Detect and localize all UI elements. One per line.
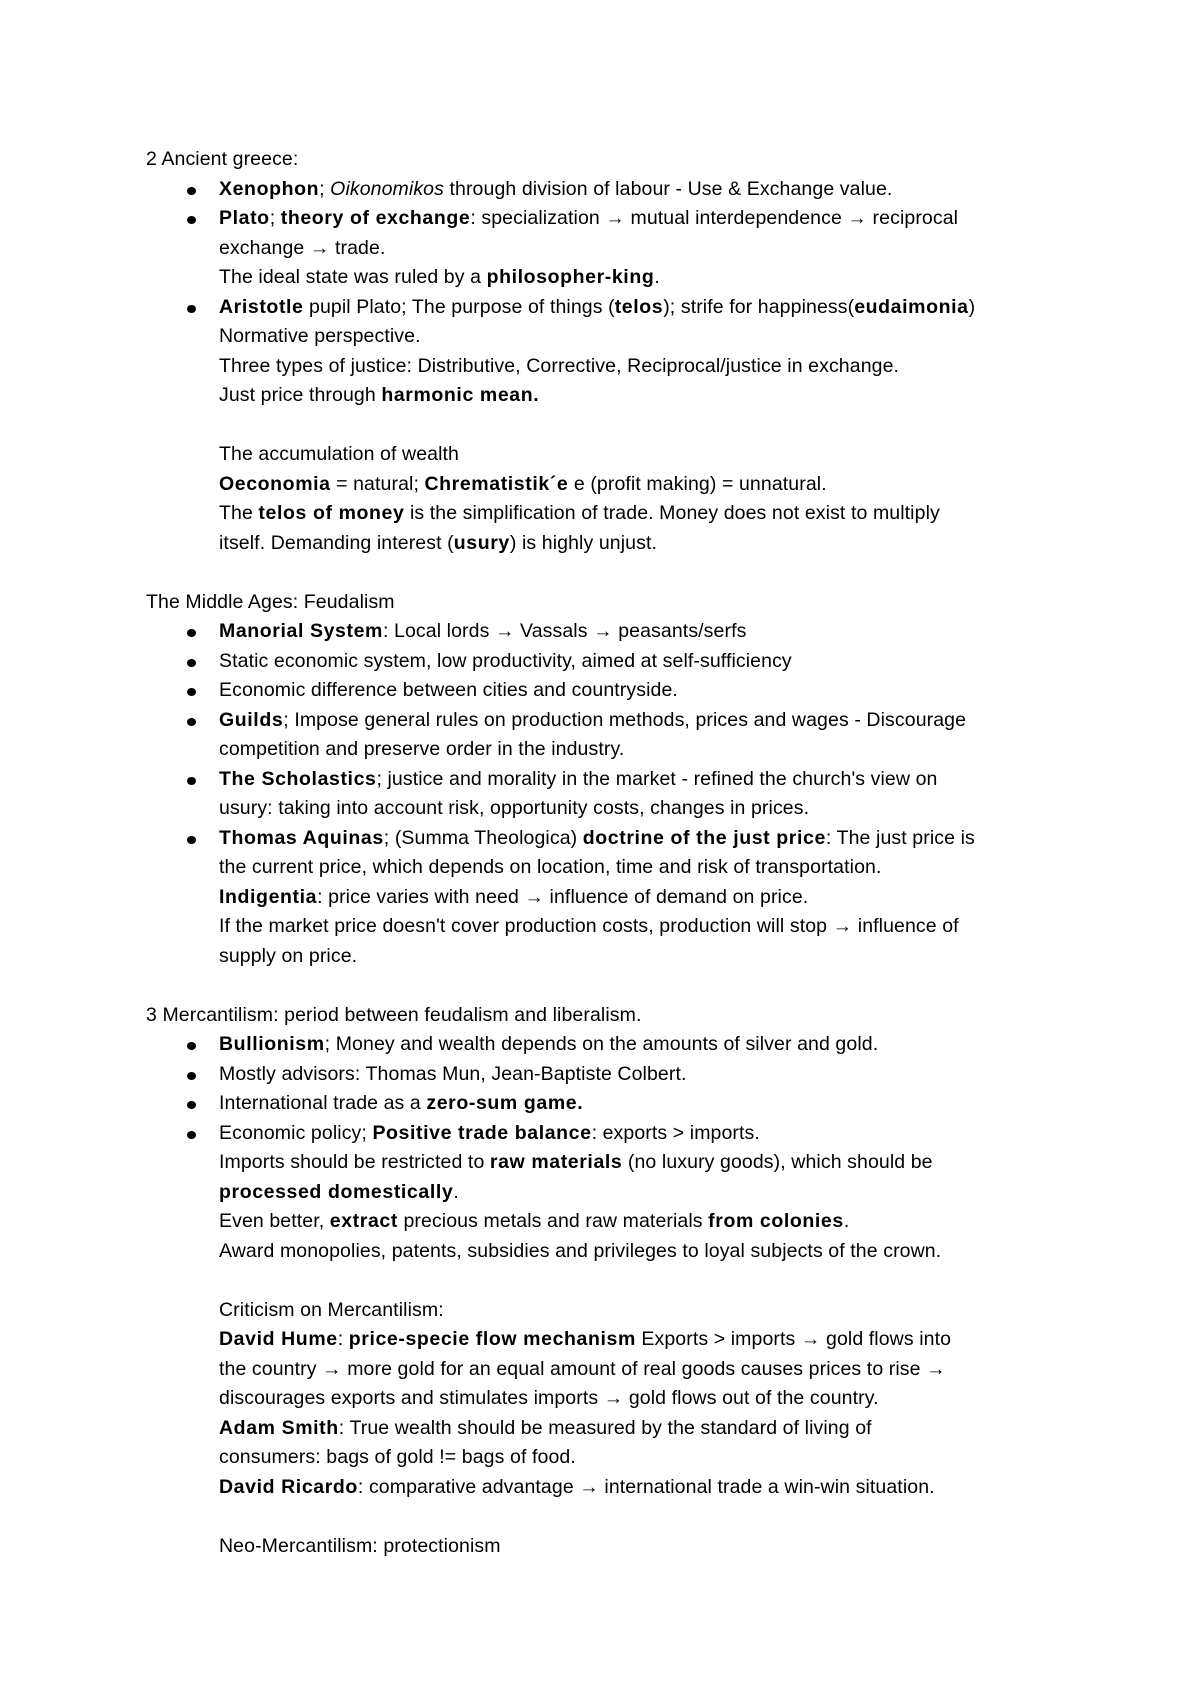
blank-line [219, 1266, 1086, 1296]
text-line [219, 1207, 1086, 1237]
text-run: consumers: bags of gold != bags of food. [219, 1446, 576, 1468]
bold-term: processed domestically [219, 1180, 454, 1203]
text-run: The [219, 502, 259, 524]
bold-term: extract [329, 1210, 398, 1232]
text-run: The accumulation of wealth [219, 443, 459, 465]
text-run: Neo-Mercantilism: protectionism [219, 1534, 501, 1557]
section-heading: 3 Mercantilism: period between feudalism and liberalism. [146, 1003, 642, 1026]
text-line [219, 1060, 1086, 1090]
bold-term: Guilds [219, 708, 284, 731]
text-line [219, 499, 1086, 529]
bold-term: usury [453, 531, 510, 554]
text-run: (no luxury goods), which should be [622, 1151, 933, 1173]
bold-term: eudaimonia [854, 295, 969, 318]
text-line [219, 794, 1086, 824]
text-line [219, 234, 1086, 264]
blank-line [219, 1502, 1086, 1532]
text-line [219, 853, 1086, 883]
text-line [219, 1296, 1086, 1326]
text-line [219, 1532, 1086, 1562]
text-line [219, 1473, 1086, 1503]
text-line [219, 706, 1086, 736]
text-run: ); strife for happiness( [663, 295, 855, 318]
bullet-item [146, 765, 1086, 824]
bullet-list [146, 175, 1086, 559]
text-line [219, 381, 1086, 411]
bold-term: Bullionism [219, 1033, 325, 1055]
text-run: Even better, [219, 1210, 330, 1232]
section-spacer [146, 971, 1086, 1001]
text-line [219, 765, 1086, 795]
text-line [219, 352, 1086, 382]
bold-term: harmonic mean. [381, 384, 540, 406]
bold-term: David Hume [219, 1328, 338, 1350]
bold-term: from colonies [708, 1210, 844, 1232]
text-line [219, 293, 1086, 323]
text-run: the country → more gold for an equal amount of real goods causes prices to rise → [219, 1357, 946, 1380]
text-run: = natural; [330, 472, 425, 495]
text-line [219, 1148, 1086, 1178]
bold-term: Adam Smith [219, 1416, 339, 1439]
text-line [219, 1384, 1086, 1414]
bullet-item [146, 676, 1086, 706]
bold-term: philosopher-king [486, 266, 655, 288]
bullet-item [146, 1119, 1086, 1562]
blank-line [219, 411, 1086, 441]
bold-term: Plato [219, 207, 270, 229]
bullet-item [146, 293, 1086, 559]
bullet-item [146, 617, 1086, 647]
text-run: Criticism on Mercantilism: [219, 1298, 444, 1321]
text-run: usury: taking into account risk, opportunity costs, changes in prices. [219, 797, 810, 819]
text-run: Award monopolies, patents, subsidies and privileges to loyal subjects of the crown. [219, 1239, 942, 1262]
text-line [219, 1119, 1086, 1149]
bold-term: The Scholastics [219, 767, 377, 790]
section-heading: The Middle Ages: Feudalism [146, 590, 395, 613]
text-line [219, 735, 1086, 765]
bold-term: Xenophon [219, 177, 320, 200]
text-run: : Local lords → Vassals → peasants/serfs [382, 620, 747, 642]
text-line [219, 676, 1086, 706]
text-line [219, 1089, 1086, 1119]
text-run: supply on price. [219, 944, 358, 967]
bold-term: Manorial System [219, 620, 383, 642]
text-line [219, 1237, 1086, 1267]
text-run: Normative perspective. [219, 325, 421, 347]
text-run: : exports > imports. [591, 1121, 760, 1144]
bold-term: zero-sum game. [426, 1092, 584, 1114]
text-run: Static economic system, low productivity, aimed at self-sufficiency [219, 649, 792, 672]
text-line [219, 204, 1086, 234]
text-run: Exports > imports → gold flows into [635, 1328, 952, 1350]
bullet-list [146, 617, 1086, 971]
document-body [146, 145, 1086, 1561]
bold-term: doctrine of the just price [582, 826, 826, 849]
text-line [219, 1325, 1086, 1355]
text-run: International trade as a [219, 1092, 427, 1114]
text-line [219, 647, 1086, 677]
text-run: If the market price doesn't cover production costs, production will stop → influence of [219, 915, 959, 937]
text-line [219, 912, 1086, 942]
text-line [219, 470, 1086, 500]
bold-term: telos of money [258, 502, 405, 524]
text-run: ; [319, 177, 331, 200]
bold-term: Indigentia [219, 885, 318, 908]
text-line [219, 1178, 1086, 1208]
text-run: : comparative advantage → international trade a win-win situation. [357, 1475, 935, 1498]
text-run: ; (Summa Theologica) [383, 826, 583, 849]
bullet-item [146, 175, 1086, 205]
bold-term: Chrematistik´e [424, 472, 569, 495]
text-run: The ideal state was ruled by a [219, 266, 487, 288]
bold-term: theory of exchange [280, 207, 471, 229]
bold-term: Positive trade balance [372, 1121, 592, 1144]
text-line [219, 175, 1086, 205]
bold-term: telos [614, 295, 664, 318]
text-run: ) [968, 295, 976, 318]
text-run: discourages exports and stimulates imports → gold flows out of the country. [219, 1387, 879, 1409]
text-line [219, 440, 1086, 470]
text-line [219, 617, 1086, 647]
text-run: . [654, 266, 660, 288]
bullet-item [146, 1089, 1086, 1119]
text-run: exchange → trade. [219, 236, 386, 259]
text-run: Economic policy; [219, 1121, 373, 1144]
text-line [219, 263, 1086, 293]
bullet-item [146, 1060, 1086, 1090]
section-spacer [146, 558, 1086, 588]
bold-term: raw materials [489, 1151, 623, 1173]
text-line [219, 942, 1086, 972]
text-line [219, 1443, 1086, 1473]
text-run: e (profit making) = unnatural. [568, 472, 827, 495]
text-run: precious metals and raw materials [397, 1210, 709, 1232]
text-run: : [337, 1328, 349, 1350]
text-run: . [453, 1180, 459, 1203]
text-run: competition and preserve order in the industry. [219, 738, 625, 760]
text-line [219, 824, 1086, 854]
text-line [219, 883, 1086, 913]
text-line [219, 1414, 1086, 1444]
bullet-item [146, 204, 1086, 293]
bullet-item [146, 824, 1086, 972]
text-line [219, 322, 1086, 352]
text-run: the current price, which depends on location, time and risk of transportation. [219, 856, 882, 878]
text-run: Just price through [219, 384, 382, 406]
text-run: ) is highly unjust. [509, 531, 657, 554]
text-run: Three types of justice: Distributive, Corrective, Reciprocal/justice in exchange. [219, 354, 900, 377]
text-run: : price varies with need → influence of demand on price. [317, 885, 809, 908]
text-line [219, 1355, 1086, 1385]
text-run: pupil Plato; The purpose of things ( [303, 295, 615, 318]
text-run: ; [269, 207, 281, 229]
text-run: is the simplification of trade. Money does not exist to multiply [404, 502, 940, 524]
text-run: : The just price is [825, 826, 975, 849]
text-run: ; justice and morality in the market - refined the church's view on [376, 767, 938, 790]
bullet-list [146, 1030, 1086, 1561]
text-run: ; Impose general rules on production methods, prices and wages - Discourage [283, 708, 967, 731]
bold-term: Aristotle [219, 295, 304, 318]
text-run: itself. Demanding interest ( [219, 531, 454, 554]
bullet-item [146, 1030, 1086, 1060]
text-run: Mostly advisors: Thomas Mun, Jean-Baptiste Colbert. [219, 1062, 687, 1085]
bullet-item [146, 647, 1086, 677]
bold-term: price-specie flow mechanism [348, 1328, 636, 1350]
italic-term: Oikonomikos [330, 177, 444, 200]
bullet-item [146, 706, 1086, 765]
text-line [219, 529, 1086, 559]
bold-term: Thomas Aquinas [219, 826, 384, 849]
text-line [219, 1030, 1086, 1060]
text-run: : True wealth should be measured by the standard of living of [338, 1416, 872, 1439]
bold-term: Oeconomia [219, 472, 331, 495]
text-run: : specialization → mutual interdependence → reciprocal [470, 207, 959, 229]
bold-term: David Ricardo [219, 1475, 358, 1498]
text-run: through division of labour - Use & Exchange value. [443, 177, 893, 200]
text-run: Economic difference between cities and countryside. [219, 679, 678, 701]
section-heading: 2 Ancient greece: [146, 148, 299, 170]
text-run: Imports should be restricted to [219, 1151, 490, 1173]
text-run: . [843, 1210, 850, 1232]
text-run: ; Money and wealth depends on the amounts of silver and gold. [324, 1033, 879, 1055]
